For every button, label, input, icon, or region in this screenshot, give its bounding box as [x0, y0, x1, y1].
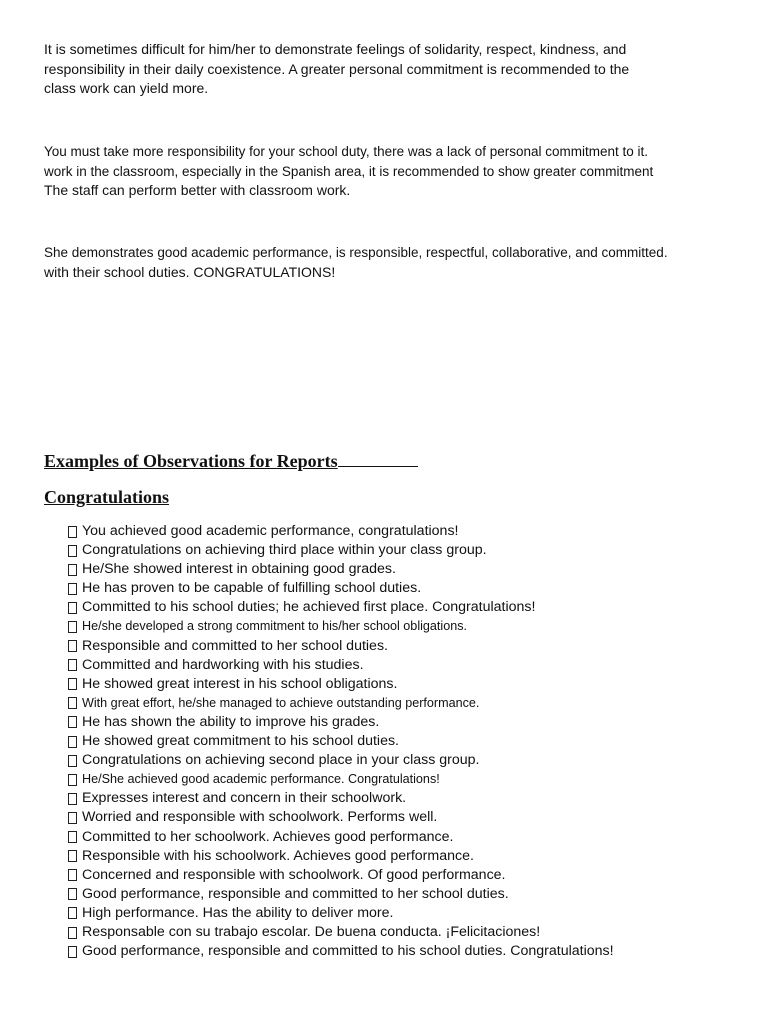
- paragraph-line: The staff can perform better with classroom work.: [44, 182, 351, 198]
- list-item: [68, 732, 614, 751]
- box-glyph-icon: [68, 831, 77, 843]
- list-item-text: He/she developed a strong commitment to his/her school obligations.: [82, 619, 468, 634]
- box-glyph-icon: [68, 583, 77, 595]
- paragraph-2: [44, 142, 712, 201]
- paragraph-line: class work can yield more.: [44, 80, 209, 96]
- list-item-text: Responsible with his schoolwork. Achieves good performance.: [82, 847, 474, 864]
- list-item-text: Committed to her schoolwork. Achieves good performance.: [82, 828, 454, 845]
- list-item-text: He has proven to be capable of fulfilling school duties.: [82, 580, 422, 597]
- section-heading: [44, 449, 418, 472]
- box-glyph-icon: [68, 888, 77, 900]
- box-glyph-icon: [68, 678, 77, 690]
- list-item: [68, 789, 614, 808]
- list-item: [68, 942, 614, 961]
- paragraph-line: responsibility in their daily coexistence. A greater personal commitment is recommended to the: [44, 60, 630, 77]
- paragraph-1: [44, 40, 694, 99]
- list-item: [68, 751, 614, 770]
- paragraph-line: work in the classroom, especially in the Spanish area, it is recommended to show greater commitment: [44, 163, 654, 179]
- list-item: [68, 866, 614, 885]
- list-item: [68, 847, 614, 866]
- list-item: [68, 885, 614, 904]
- box-glyph-icon: [68, 850, 77, 862]
- list-item-text: Congratulations on achieving second place in your class group.: [82, 752, 480, 769]
- list-item-text: He showed great commitment to his school duties.: [82, 733, 400, 750]
- box-glyph-icon: [68, 697, 77, 709]
- list-item: [68, 617, 614, 636]
- box-glyph-icon: [68, 545, 77, 557]
- list-item-text: Responsible and committed to her school duties.: [82, 637, 388, 654]
- list-item: [68, 808, 614, 827]
- list-item-text: Congratulations on achieving third place within your class group.: [82, 542, 487, 559]
- paragraph-line: It is sometimes difficult for him/her to demonstrate feelings of solidarity, respect, kindness, and: [44, 41, 627, 57]
- list-item-text: Responsable con su trabajo escolar. De buena conducta. ¡Felicitaciones!: [82, 923, 541, 940]
- box-glyph-icon: [68, 774, 77, 786]
- list-item-text: With great effort, he/she managed to achieve outstanding performance.: [82, 695, 480, 710]
- box-glyph-icon: [68, 812, 77, 824]
- paragraph-line: You must take more responsibility for your school duty, there was a lack of personal commitment to it.: [44, 144, 649, 159]
- heading-underline-trail: [338, 449, 418, 467]
- list-item-text: Concerned and responsible with schoolwork. Of good performance.: [82, 866, 506, 883]
- list-item-text: He showed great interest in his school obligations.: [82, 675, 398, 692]
- list-item: [68, 694, 614, 713]
- observations-list: [68, 522, 614, 961]
- list-item-text: You achieved good academic performance, congratulations!: [82, 523, 459, 539]
- box-glyph-icon: [68, 736, 77, 748]
- list-item: [68, 598, 614, 617]
- list-item: [68, 656, 614, 675]
- list-item: [68, 579, 614, 598]
- box-glyph-icon: [68, 927, 77, 939]
- box-glyph-icon: [68, 869, 77, 881]
- list-item-text: Committed and hardworking with his studies.: [82, 656, 364, 673]
- box-glyph-icon: [68, 755, 77, 767]
- box-glyph-icon: [68, 640, 77, 652]
- box-glyph-icon: [68, 602, 77, 614]
- list-item-text: Expresses interest and concern in their schoolwork.: [82, 790, 407, 807]
- list-item: [68, 770, 614, 789]
- list-item: [68, 522, 614, 541]
- list-item: [68, 713, 614, 732]
- list-item-text: He/She achieved good academic performance. Congratulations!: [82, 772, 440, 787]
- box-glyph-icon: [68, 621, 77, 633]
- list-item: [68, 923, 614, 942]
- box-glyph-icon: [68, 526, 77, 538]
- list-item: [68, 828, 614, 847]
- list-item-text: Committed to his school duties; he achieved first place. Congratulations!: [82, 599, 536, 616]
- list-item-text: Good performance, responsible and committed to her school duties.: [82, 885, 509, 902]
- list-item: [68, 560, 614, 579]
- list-item: [68, 675, 614, 694]
- box-glyph-icon: [68, 564, 77, 576]
- list-item: [68, 541, 614, 560]
- list-item-text: He/She showed interest in obtaining good grades.: [82, 561, 396, 578]
- box-glyph-icon: [68, 793, 77, 805]
- list-item-text: Worried and responsible with schoolwork. Performs well.: [82, 809, 438, 826]
- box-glyph-icon: [68, 946, 77, 958]
- paragraph-line: with their school duties. CONGRATULATIONS!: [44, 263, 336, 280]
- box-glyph-icon: [68, 907, 77, 919]
- list-item-text: Good performance, responsible and committed to his school duties. Congratulations!: [82, 943, 614, 960]
- paragraph-3: [44, 243, 696, 282]
- list-item: [68, 904, 614, 923]
- list-item-text: He has shown the ability to improve his grades.: [82, 713, 380, 730]
- subsection-heading: Congratulations: [44, 487, 170, 507]
- section-heading-text: Examples of Observations for Reports: [44, 451, 338, 471]
- box-glyph-icon: [68, 716, 77, 728]
- list-item: [68, 637, 614, 656]
- paragraph-line: She demonstrates good academic performance, is responsible, respectful, collaborative, and committed.: [44, 245, 668, 260]
- box-glyph-icon: [68, 659, 77, 671]
- list-item-text: High performance. Has the ability to deliver more.: [82, 904, 394, 921]
